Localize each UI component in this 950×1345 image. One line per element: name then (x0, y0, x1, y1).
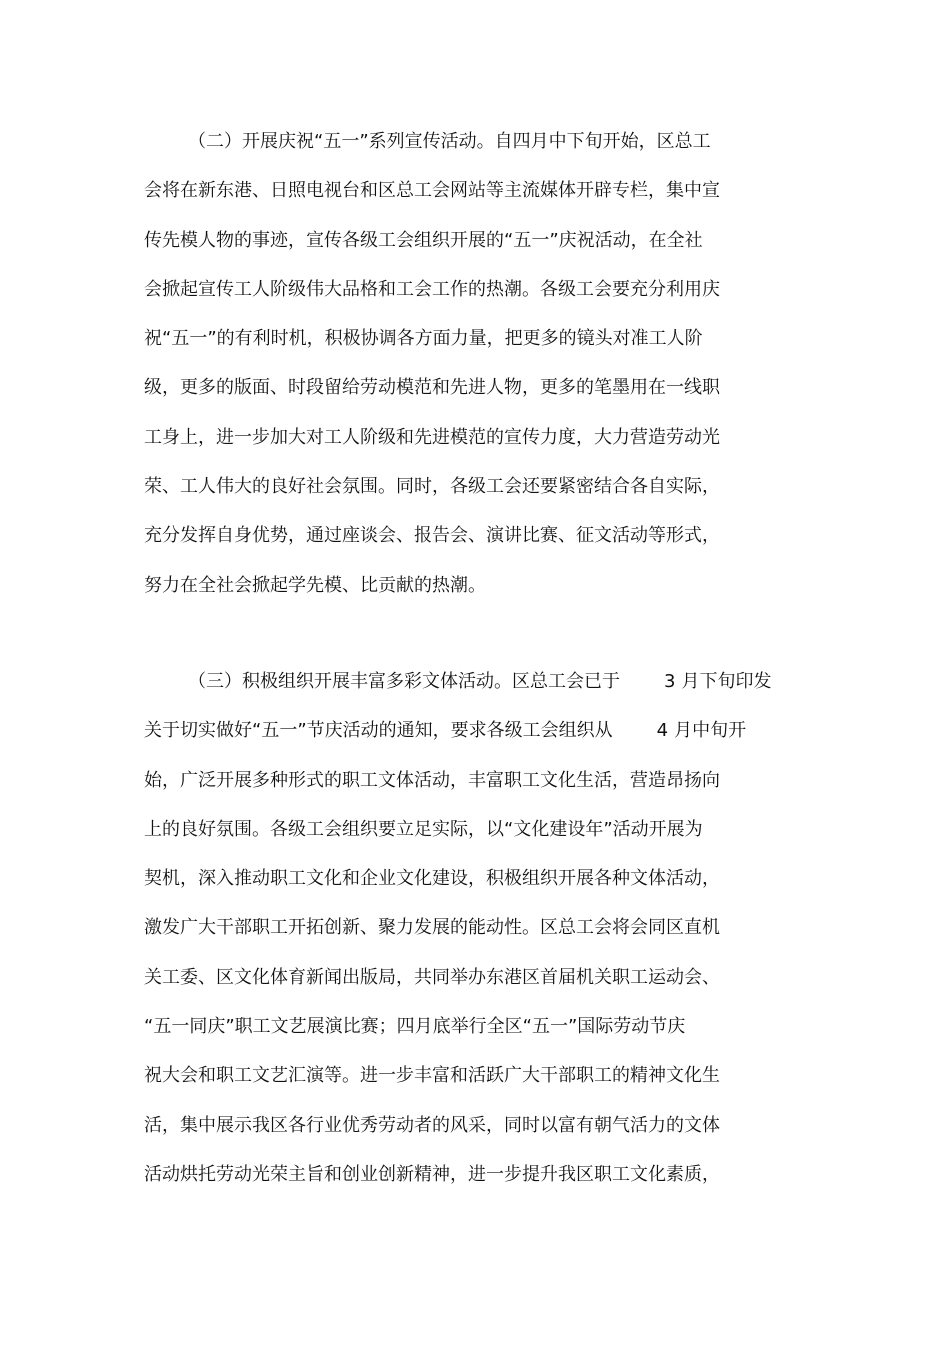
text-line: 荣、工人伟大的良好社会氛围。同时，各级工会还要紧密结合各自实际， (144, 476, 720, 498)
text-line: 上的良好氛围。各级工会组织要立足实际，以“文化建设年”活动开展为 (144, 818, 703, 840)
text-segment: 月下旬印发 (681, 671, 772, 692)
text-line: 工身上，进一步加大对工人阶级和先进模范的宣传力度，大力营造劳动光 (144, 426, 720, 448)
text-line: 级，更多的版面、时段留给劳动模范和先进人物，更多的笔墨用在一线职 (144, 377, 720, 399)
number-segment: 3 (664, 671, 676, 692)
paragraph-section-3 (144, 662, 824, 1204)
text-line: 始，广泛开展多种形式的职工文体活动，丰富职工文化生活，营造昂扬向 (144, 769, 720, 791)
text-line: 会将在新东港、日照电视台和区总工会网站等主流媒体开辟专栏，集中宣 (144, 180, 720, 202)
text-line: 努力在全社会掀起学先模、比贡献的热潮。 (144, 574, 486, 596)
text-line: 祝“五一”的有利时机，积极协调各方面力量，把更多的镜头对准工人阶 (144, 328, 703, 350)
text-line: “五一同庆”职工文艺展演比赛；四月底举行全区“五一”国际劳动节庆 (144, 1016, 686, 1038)
text-segment: 月中旬开 (674, 720, 747, 742)
text-line: 活动烘托劳动光荣主旨和创业创新精神，进一步提升我区职工文化素质， (144, 1163, 720, 1185)
text-line: 传先模人物的事迹，宣传各级工会组织开展的“五一”庆祝活动，在全社 (144, 229, 703, 251)
paragraph-section-2 (144, 122, 824, 615)
text-line: 激发广大干部职工开拓创新、聚力发展的能动性。区总工会将会同区直机 (144, 917, 720, 939)
text-line: 祝大会和职工文艺汇演等。进一步丰富和活跃广大干部职工的精神文化生 (144, 1065, 720, 1087)
text-line (144, 662, 824, 711)
text-line: 活，集中展示我区各行业优秀劳动者的风采，同时以富有朝气活力的文体 (144, 1114, 720, 1136)
text-line (144, 711, 824, 760)
text-segment: 关于切实做好“五一”节庆活动的通知，要求各级工会组织从 (144, 720, 613, 742)
text-line: 契机，深入推动职工文化和企业文化建设，积极组织开展各种文体活动， (144, 868, 720, 890)
text-line: （二）开展庆祝“五一”系列宣传活动。自四月中下旬开始，区总工 (188, 131, 711, 152)
text-line: 关工委、区文化体育新闻出版局，共同举办东港区首届机关职工运动会、 (144, 966, 720, 988)
text-segment: （三）积极组织开展丰富多彩文体活动。区总工会已于 (188, 671, 620, 692)
text-line: 会掀起宣传工人阶级伟大品格和工会工作的热潮。各级工会要充分利用庆 (144, 278, 720, 300)
text-line: 充分发挥自身优势，通过座谈会、报告会、演讲比赛、征文活动等形式， (144, 525, 720, 547)
number-segment: 4 (656, 720, 669, 742)
